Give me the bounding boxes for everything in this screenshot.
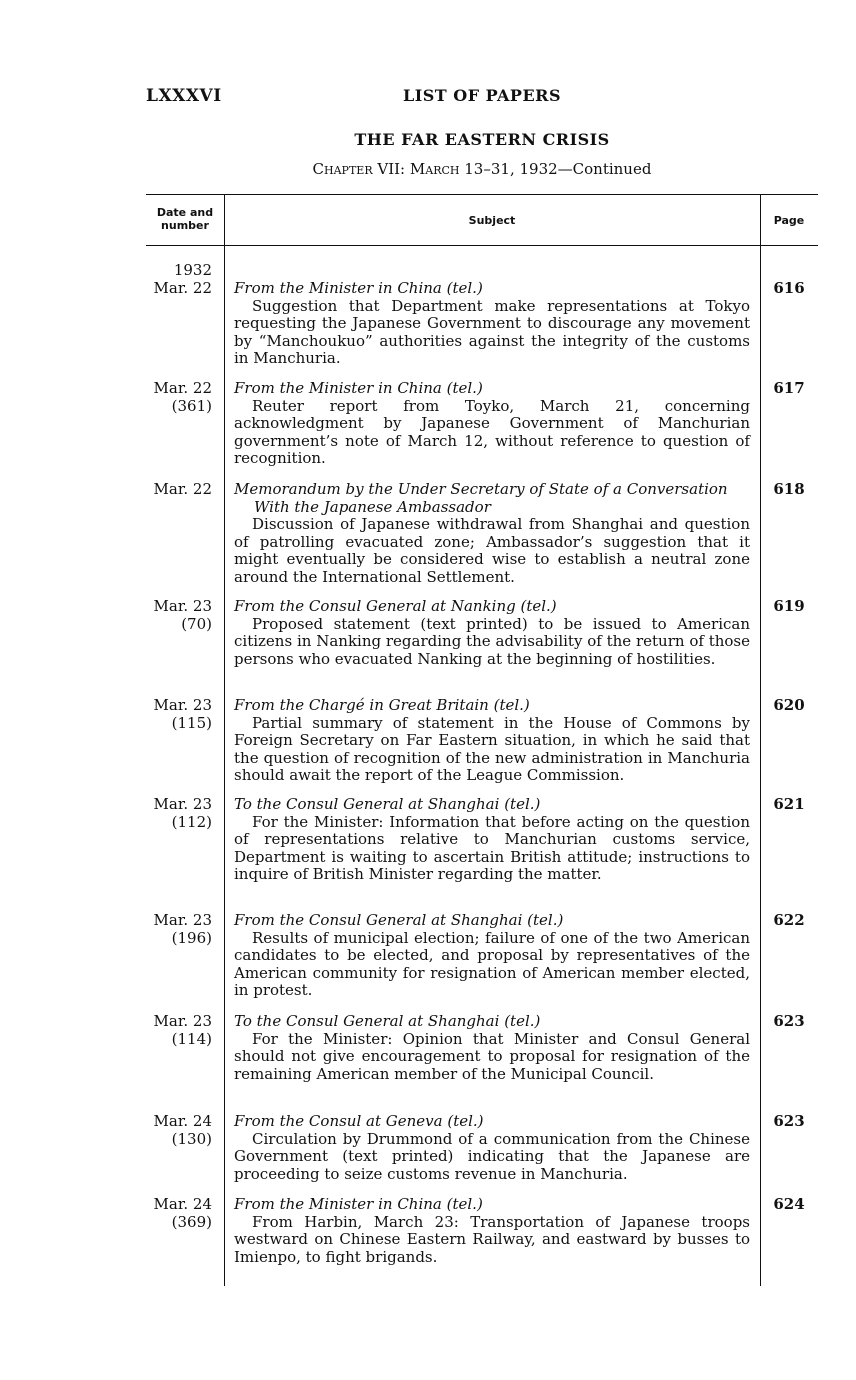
entry-heading: To the Consul General at Shanghai (tel.) [234, 795, 541, 813]
date-column-rule [224, 194, 225, 1286]
entry-summary: Proposed statement (text printed) to be issued to American citizens in Nanking regarding the advisability of the return of those persons who evacuated Nanking at the beginning of hostilities. [234, 614, 750, 668]
page-header [146, 86, 818, 108]
entry-date-cell [146, 380, 212, 415]
entry-date: Mar. 23 [153, 597, 212, 615]
page-folio: LXXXVI [146, 86, 222, 106]
chapter-label: Chapter VII: [312, 160, 406, 178]
entry-date-cell [146, 912, 212, 947]
entry-number: (130) [171, 1129, 212, 1148]
entry-page: 616 [773, 279, 805, 297]
entry-page: 621 [773, 795, 805, 813]
column-header-subject: Subject [468, 214, 516, 227]
entry-date-cell [146, 796, 212, 831]
entry-number: (114) [171, 1029, 212, 1048]
entry-subject-cell [234, 697, 750, 785]
entry-summary: Discussion of Japanese withdrawal from Shanghai and question of patrolling evacuated zone; Ambassador’s suggestion that it might eventually be considered wise to establish a neutral zone around the International Settlement. [234, 515, 750, 586]
entry-summary: From Harbin, March 23: Transportation of Japanese troops westward on Chinese Eastern Railway, and eastward by busses to Imienpo, to fight brigands. [234, 1212, 750, 1266]
entry-heading: To the Consul General at Shanghai (tel.) [234, 1012, 541, 1030]
entry-heading: From the Consul General at Nanking (tel.) [234, 597, 557, 615]
entry-page: 618 [773, 480, 805, 498]
table-header-rule [146, 245, 818, 246]
entry-date: Mar. 22 [153, 279, 212, 297]
entry-summary: Results of municipal election; failure of one of the two American candidates to be elected, and proposal by representatives of the American community for resignation of American member elected, in protest. [234, 928, 750, 999]
entry-subject-cell [234, 796, 750, 884]
entry-subject-cell [234, 380, 750, 468]
entry-page: 620 [773, 696, 805, 714]
entry-page: 617 [773, 379, 805, 397]
entry-heading: From the Consul at Geneva (tel.) [234, 1112, 484, 1130]
entry-page: 623 [773, 1012, 805, 1030]
entry-date-cell [146, 481, 212, 499]
entry-summary: Circulation by Drummond of a communication from the Chinese Government (text printed) indicating that the Japanese are proceeding to seize customs revenue in Manchuria. [234, 1129, 750, 1183]
entry-page: 619 [773, 597, 805, 615]
entry-summary: For the Minister: Information that before acting on the question of representations relative to Manchurian customs service, Department is waiting to ascertain British attitude; instructions to inquire of British Minister regarding the matter. [234, 812, 750, 883]
column-header-date: Date and number [156, 206, 214, 232]
entry-subject-cell [234, 1113, 750, 1183]
entry-page: 624 [773, 1195, 805, 1213]
entry-subject-cell [234, 280, 750, 368]
entry-date: Mar. 22 [153, 480, 212, 498]
entry-date-cell [146, 1196, 212, 1231]
entry-heading: From the Consul General at Shanghai (tel.) [234, 911, 564, 929]
entry-date: Mar. 24 [153, 1195, 212, 1213]
entry-number: (196) [171, 928, 212, 947]
entry-date-cell [146, 697, 212, 732]
entry-summary: Suggestion that Department make representations at Tokyo requesting the Japanese Government to discourage any movement by “Manchoukuo” authorities against the integrity of the customs in Manchuria. [234, 296, 750, 367]
table-top-rule [146, 194, 818, 195]
entry-date: Mar. 23 [153, 1012, 212, 1030]
entry-date-cell [146, 1113, 212, 1148]
entry-date-cell [146, 598, 212, 633]
entry-subject-cell [234, 1196, 750, 1266]
chapter-line [146, 160, 818, 178]
papers-table [146, 194, 818, 1286]
entry-date-cell [146, 1013, 212, 1048]
year-label: 1932 [173, 261, 212, 279]
chapter-suffix: —Continued [557, 160, 652, 178]
entry-date: Mar. 23 [153, 795, 212, 813]
entry-number: (70) [181, 614, 212, 633]
entry-date: Mar. 23 [153, 911, 212, 929]
entry-number: (369) [171, 1212, 212, 1231]
entry-page: 623 [773, 1112, 805, 1130]
entry-date: Mar. 24 [153, 1112, 212, 1130]
entry-subject-cell [234, 481, 750, 586]
entry-number: (361) [171, 396, 212, 415]
entry-number: (112) [171, 812, 212, 831]
entry-summary: Reuter report from Toyko, March 21, concerning acknowledgment by Japanese Government of Manchurian government’s note of March 12, without reference to question of recognition. [234, 396, 750, 467]
entry-heading: From the Minister in China (tel.) [234, 1195, 483, 1213]
entry-summary: For the Minister: Opinion that Minister and Consul General should not give encouragement to proposal for resignation of the remaining American member of the Municipal Council. [234, 1029, 750, 1083]
entry-summary: Partial summary of statement in the House of Commons by Foreign Secretary on Far Eastern situation, in which he said that the question of recognition of the new administration in Manchuria should await the report of the League Commission. [234, 713, 750, 784]
entry-subject-cell [234, 912, 750, 1000]
entry-date: Mar. 22 [153, 379, 212, 397]
entry-date-cell [146, 280, 212, 298]
running-head: LIST OF PAPERS [403, 86, 561, 105]
entry-date: Mar. 23 [153, 696, 212, 714]
column-header-page: Page [773, 214, 805, 227]
entry-heading: Memorandum by the Under Secretary of State of a Conversation With the Japanese Ambassador [234, 480, 728, 516]
entry-heading: From the Chargé in Great Britain (tel.) [234, 696, 530, 714]
entry-heading: From the Minister in China (tel.) [234, 379, 483, 397]
section-title: THE FAR EASTERN CRISIS [354, 130, 610, 149]
entry-subject-cell [234, 598, 750, 668]
entry-number: (115) [171, 713, 212, 732]
entry-subject-cell [234, 1013, 750, 1083]
entry-heading: From the Minister in China (tel.) [234, 279, 483, 297]
chapter-dates: March 13–31, 1932 [409, 160, 558, 178]
entry-page: 622 [773, 911, 805, 929]
